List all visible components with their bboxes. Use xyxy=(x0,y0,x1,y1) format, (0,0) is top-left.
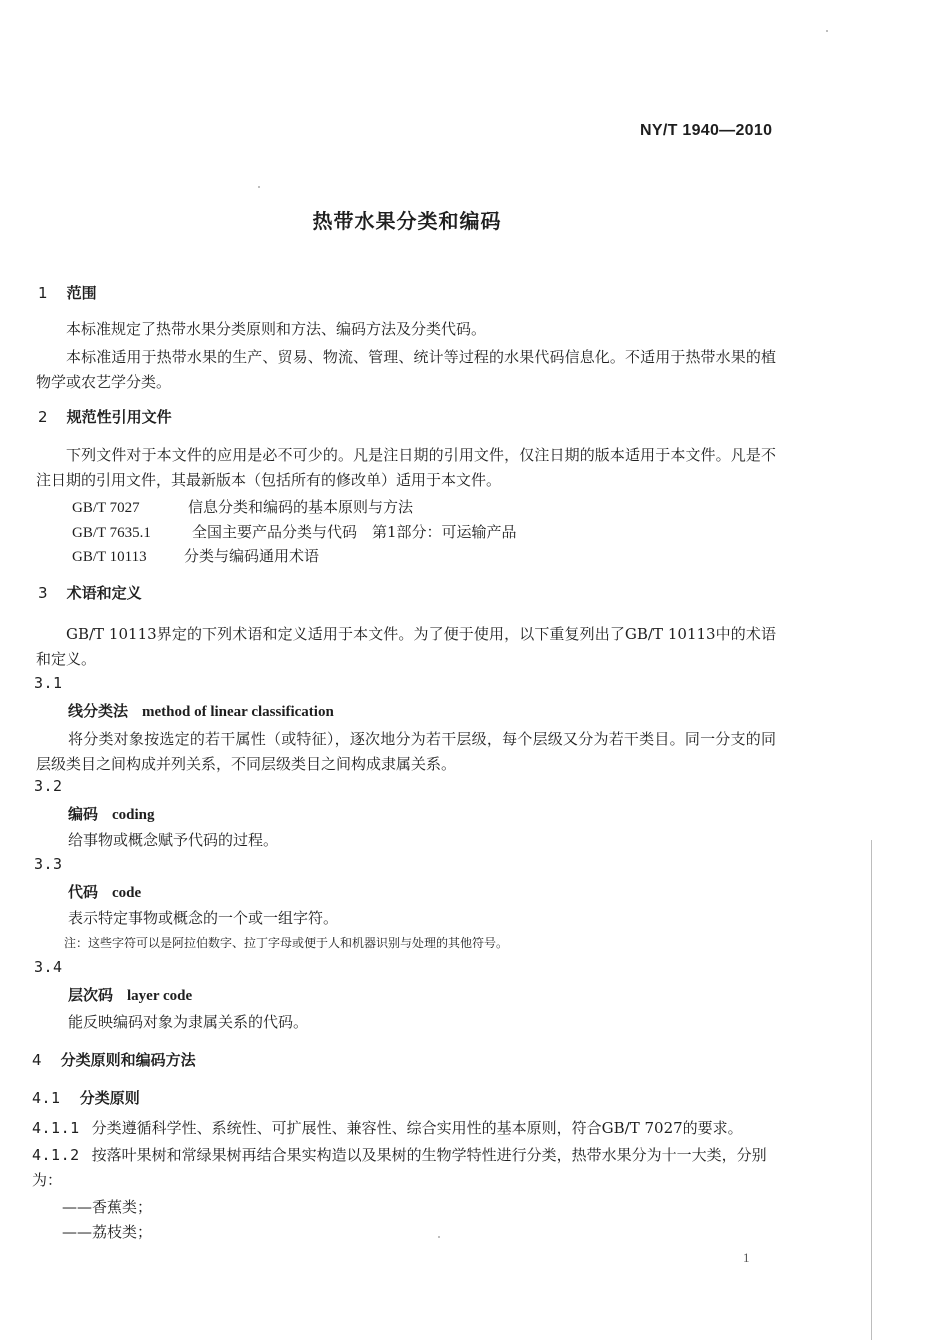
section-title: 规范性引用文件 xyxy=(66,408,172,426)
document-title: 热带水果分类和编码 xyxy=(312,209,502,233)
term-heading xyxy=(68,803,155,824)
scan-speck xyxy=(826,30,828,32)
scan-edge-line xyxy=(871,840,872,1340)
list-item: ——荔枝类； xyxy=(62,1223,153,1241)
clause-number: 4.1.1 xyxy=(32,1119,80,1137)
section-number: 1 xyxy=(38,284,48,302)
term-definition: 将分类对象按选定的若干属性（或特征），逐次地分为若干层级，每个层级又分为若干类目。同一分支的同层级类目之间构成并列关系，不同层级类目之间构成隶属关系。 xyxy=(36,730,776,773)
list-item: ——香蕉类； xyxy=(62,1198,153,1216)
reference-title: 分类与编码通用术语 xyxy=(184,547,320,565)
term-note: 注：这些字符可以是阿拉伯数字、拉丁字母或便于人和机器识别与处理的其他符号。 xyxy=(64,936,509,950)
clause-text: 按落叶果树和常绿果树再结合果实构造以及果树的生物学特性进行分类，热带水果分为十一大类，分别为： xyxy=(32,1146,767,1189)
term-chinese: 线分类法 xyxy=(68,702,129,720)
term-chinese: 层次码 xyxy=(68,986,114,1004)
section-number: 4 xyxy=(32,1051,42,1069)
clause-text: 分类遵循科学性、系统性、可扩展性、兼容性、综合实用性的基本原则，符合GB/T 7027的要求。 xyxy=(91,1119,743,1137)
section-3-heading xyxy=(38,582,142,603)
standard-code: NY/T 1940—2010 xyxy=(640,122,773,139)
term-definition: 给事物或概念赋予代码的过程。 xyxy=(68,831,279,849)
paragraph: 本标准适用于热带水果的生产、贸易、物流、管理、统计等过程的水果代码信息化。不适用于热带水果的植物学或农艺学分类。 xyxy=(36,348,776,391)
reference-title: 信息分类和编码的基本原则与方法 xyxy=(188,498,414,516)
term-heading xyxy=(68,881,141,902)
term-definition: 能反映编码对象为隶属关系的代码。 xyxy=(68,1013,309,1031)
clause-4-1-2 xyxy=(32,1143,772,1193)
reference-item xyxy=(72,496,413,517)
term-english: method of linear classification xyxy=(142,704,334,720)
section-title: 分类原则和编码方法 xyxy=(60,1051,196,1069)
section-number: 2 xyxy=(38,408,48,426)
term-heading xyxy=(68,984,192,1005)
paragraph: GB/T 10113界定的下列术语和定义适用于本文件。为了便于使用，以下重复列出了GB/T 10113中的术语和定义。 xyxy=(36,625,776,668)
term-chinese: 编码 xyxy=(68,805,99,823)
reference-item xyxy=(72,521,517,542)
section-2-heading xyxy=(38,406,172,427)
term-number: 3.1 xyxy=(34,674,63,692)
section-title: 术语和定义 xyxy=(66,584,142,602)
term-english: coding xyxy=(112,807,155,823)
subsection-title: 分类原则 xyxy=(79,1089,140,1107)
term-number: 3.2 xyxy=(34,777,63,795)
term-heading xyxy=(68,700,334,721)
reference-title: 全国主要产品分类与代码 第1部分：可运输产品 xyxy=(192,523,517,541)
reference-code: GB/T 7027 xyxy=(72,500,140,516)
section-4-heading xyxy=(32,1049,196,1070)
term-english: layer code xyxy=(127,988,193,1004)
term-definition: 表示特定事物或概念的一个或一组字符。 xyxy=(68,909,339,927)
scan-speck xyxy=(258,186,260,188)
paragraph: 本标准规定了热带水果分类原则和方法、编码方法及分类代码。 xyxy=(66,320,487,338)
reference-code: GB/T 7635.1 xyxy=(72,525,151,541)
term-chinese: 代码 xyxy=(68,883,99,901)
term-number: 3.3 xyxy=(34,855,63,873)
section-title: 范围 xyxy=(66,284,97,302)
section-1-heading xyxy=(38,282,97,303)
clause-4-1-1 xyxy=(32,1117,743,1138)
scan-speck xyxy=(438,1236,440,1238)
term-english: code xyxy=(112,885,142,901)
reference-item xyxy=(72,545,319,566)
subsection-heading xyxy=(32,1087,140,1108)
reference-code: GB/T 10113 xyxy=(72,549,147,565)
subsection-number: 4.1 xyxy=(32,1089,61,1107)
section-number: 3 xyxy=(38,584,48,602)
term-number: 3.4 xyxy=(34,958,63,976)
paragraph: 下列文件对于本文件的应用是必不可少的。凡是注日期的引用文件，仅注日期的版本适用于本文件。凡是不注日期的引用文件，其最新版本（包括所有的修改单）适用于本文件。 xyxy=(36,446,776,489)
page-number: 1 xyxy=(743,1250,750,1265)
clause-number: 4.1.2 xyxy=(32,1146,80,1164)
